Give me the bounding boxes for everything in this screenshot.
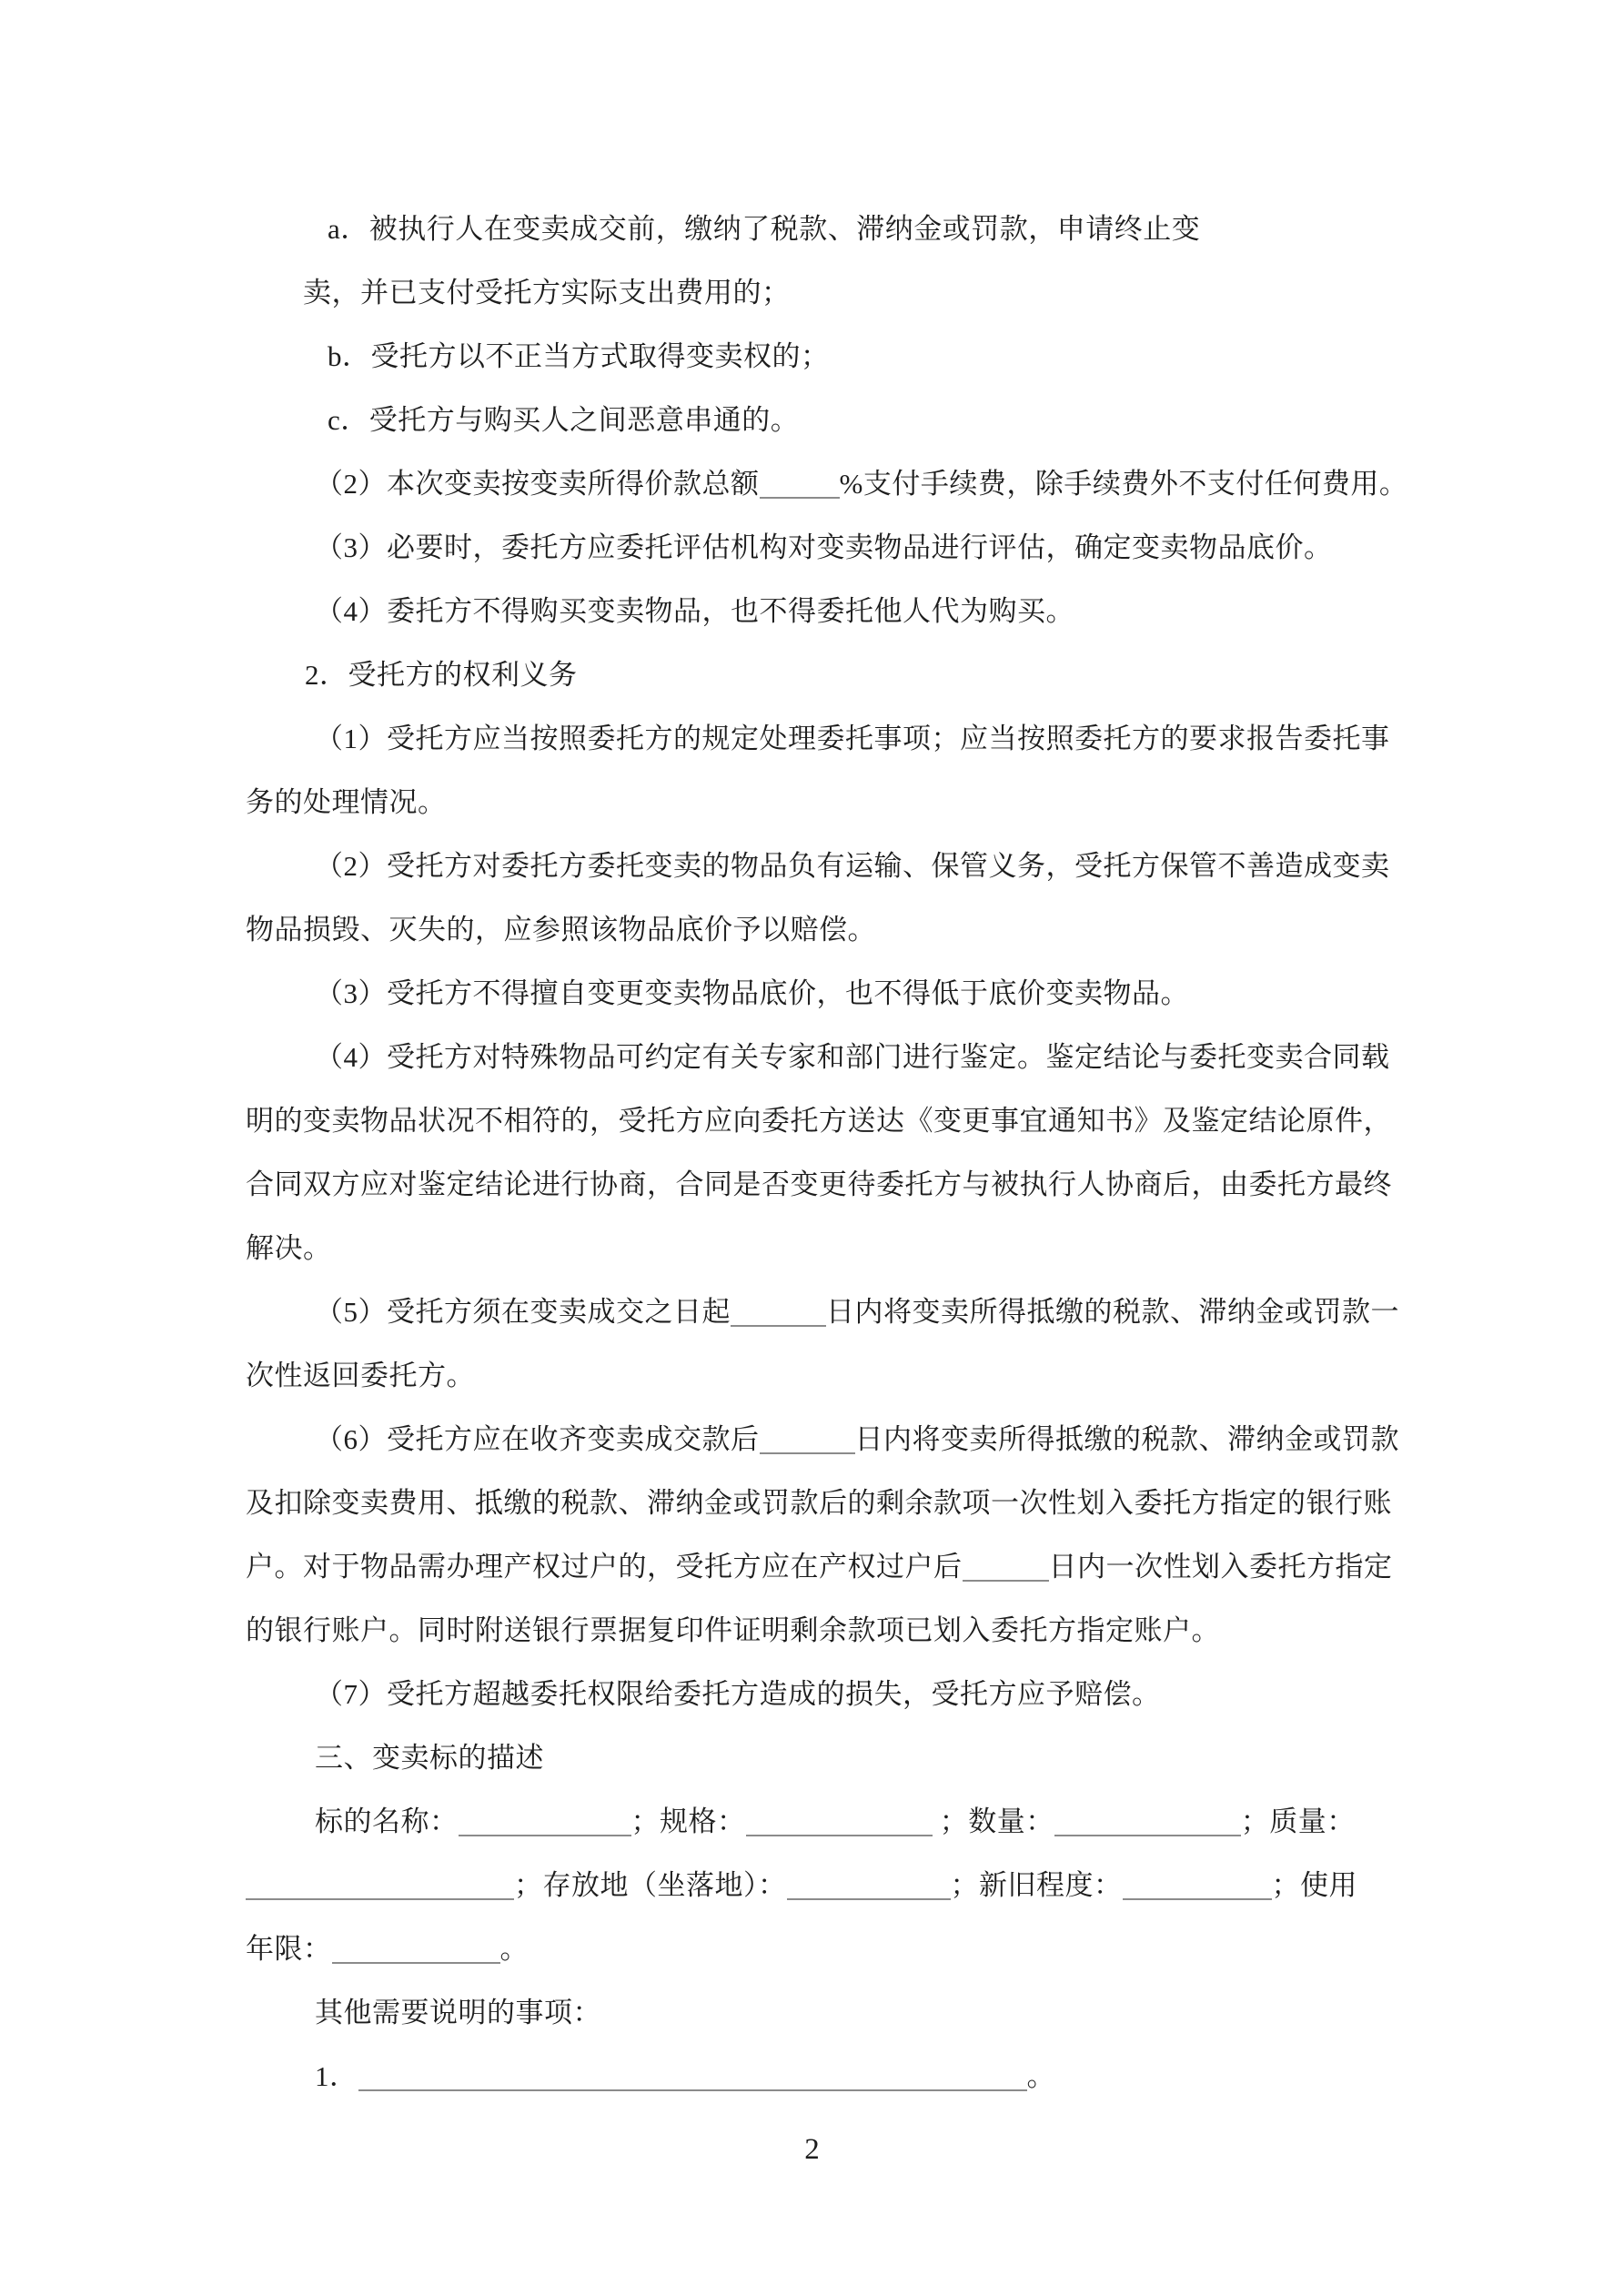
text-line xyxy=(246,516,1380,580)
text-run: 户。对于物品需办理产权过户的，受托方应在产权过户后 xyxy=(246,1551,963,1583)
text-line xyxy=(246,452,1408,516)
text-run: 解决。 xyxy=(246,1232,332,1264)
text-line xyxy=(246,707,1390,771)
text-run: 1． xyxy=(315,2060,358,2092)
text-run: 。 xyxy=(1026,2060,1055,2092)
text-line xyxy=(246,197,1380,261)
text-run: 日内将变卖所得抵缴的税款、滞纳金或罚款一 xyxy=(826,1296,1399,1328)
text-line xyxy=(246,1217,1380,1280)
text-run: （2）本次变卖按变卖所得价款总额 xyxy=(315,468,760,500)
text-run: 的银行账户。同时附送银行票据复印件证明剩余款项已划入委托方指定账户。 xyxy=(246,1614,1220,1646)
text-run: %支付手续费，除手续费外不支付任何费用。 xyxy=(839,468,1408,500)
fill-in-blank xyxy=(760,1418,855,1454)
fill-in-blank xyxy=(332,1927,500,1964)
text-run: 年限： xyxy=(246,1933,332,1965)
text-run: ；使用 xyxy=(1271,1869,1357,1901)
text-line xyxy=(246,1344,1380,1408)
text-run: （5）受托方须在变卖成交之日起 xyxy=(315,1296,731,1328)
text-line xyxy=(246,1535,1393,1599)
text-run: （7）受托方超越委托权限给委托方造成的损失，受托方应予赔偿。 xyxy=(315,1678,1161,1710)
text-run: 明的变卖物品状况不相符的，受托方应向委托方送达《变更事宜通知书》及鉴定结论原件， xyxy=(246,1105,1392,1137)
document-body xyxy=(246,197,1408,2109)
fill-in-blank xyxy=(963,1545,1049,1582)
fill-in-blank xyxy=(358,2055,1027,2091)
text-run: 日内一次性划入委托方指定 xyxy=(1048,1551,1393,1583)
text-line xyxy=(246,834,1390,898)
text-run: （4）受托方对特殊物品可约定有关专家和部门进行鉴定。鉴定结论与委托变卖合同载 xyxy=(315,1041,1390,1073)
text-line xyxy=(246,389,1380,452)
text-line xyxy=(246,1981,1380,2045)
text-line xyxy=(246,325,1380,389)
text-run: 合同双方应对鉴定结论进行协商，合同是否变更待委托方与被执行人协商后，由委托方最终 xyxy=(246,1168,1392,1200)
text-line xyxy=(246,1153,1392,1217)
text-line xyxy=(246,1790,1380,1854)
text-run: （1）受托方应当按照委托方的规定处理委托事项；应当按照委托方的要求报告委托事 xyxy=(315,723,1390,754)
text-run: 日内将变卖所得抵缴的税款、滞纳金或罚款 xyxy=(854,1423,1399,1455)
fill-in-blank xyxy=(787,1864,951,1900)
text-line xyxy=(246,898,1380,962)
text-line xyxy=(246,1472,1392,1535)
fill-in-blank xyxy=(246,1864,514,1900)
text-run: c．受托方与购买人之间恶意串通的。 xyxy=(328,404,800,436)
text-run: 其他需要说明的事项： xyxy=(315,1997,601,2028)
text-run: 物品损毁、灭失的，应参照该物品底价予以赔偿。 xyxy=(246,914,876,946)
text-line xyxy=(246,1599,1380,1663)
text-run: ；规格： xyxy=(630,1805,746,1837)
text-run: 标的名称： xyxy=(315,1805,459,1837)
text-line xyxy=(246,1408,1399,1472)
fill-in-blank xyxy=(1123,1864,1272,1900)
text-run: ；数量： xyxy=(932,1805,1054,1837)
text-run: 卖，并已支付受托方实际支出费用的； xyxy=(303,277,791,308)
text-run: b．受托方以不正当方式取得变卖权的； xyxy=(328,340,830,372)
text-line xyxy=(246,1854,1380,1917)
text-line xyxy=(246,261,1380,325)
text-line xyxy=(246,1280,1399,1344)
text-run: （4）委托方不得购买变卖物品，也不得委托他人代为购买。 xyxy=(315,595,1074,627)
text-run: （3）必要时，委托方应委托评估机构对变卖物品进行评估，确定变卖物品底价。 xyxy=(315,531,1333,563)
text-run: ；新旧程度： xyxy=(950,1869,1123,1901)
text-run: ；存放地（坐落地）： xyxy=(514,1869,787,1901)
fill-in-blank xyxy=(760,462,840,499)
fill-in-blank xyxy=(731,1290,826,1327)
fill-in-blank xyxy=(746,1800,933,1836)
text-run: 2．受托方的权利义务 xyxy=(305,659,578,691)
fill-in-blank xyxy=(1054,1800,1241,1836)
text-run: 。 xyxy=(499,1933,529,1965)
text-run: 次性返回委托方。 xyxy=(246,1360,475,1391)
text-run: ；质量： xyxy=(1240,1805,1356,1837)
text-run: 及扣除变卖费用、抵缴的税款、滞纳金或罚款后的剩余款项一次性划入委托方指定的银行账 xyxy=(246,1487,1392,1519)
text-run: 务的处理情况。 xyxy=(246,786,447,818)
text-line xyxy=(246,580,1380,643)
fill-in-blank xyxy=(459,1800,631,1836)
text-run: （2）受托方对委托方委托变卖的物品负有运输、保管义务，受托方保管不善造成变卖 xyxy=(315,850,1390,882)
text-run: （6）受托方应在收齐变卖成交款后 xyxy=(315,1423,760,1455)
text-line xyxy=(246,1089,1392,1153)
text-run: 三、变卖标的描述 xyxy=(315,1742,544,1774)
text-line xyxy=(246,1663,1380,1726)
text-line xyxy=(246,643,1380,707)
text-run: a．被执行人在变卖成交前，缴纳了税款、滞纳金或罚款，申请终止变 xyxy=(328,213,1201,245)
text-run: （3）受托方不得擅自变更变卖物品底价，也不得低于底价变卖物品。 xyxy=(315,977,1189,1009)
page-number: 2 xyxy=(804,2133,820,2166)
text-line xyxy=(246,962,1380,1026)
text-line xyxy=(246,1917,1380,1981)
text-line xyxy=(246,771,1380,834)
text-line xyxy=(246,1726,1380,1790)
text-line xyxy=(246,2045,1380,2109)
text-line xyxy=(246,1026,1390,1089)
